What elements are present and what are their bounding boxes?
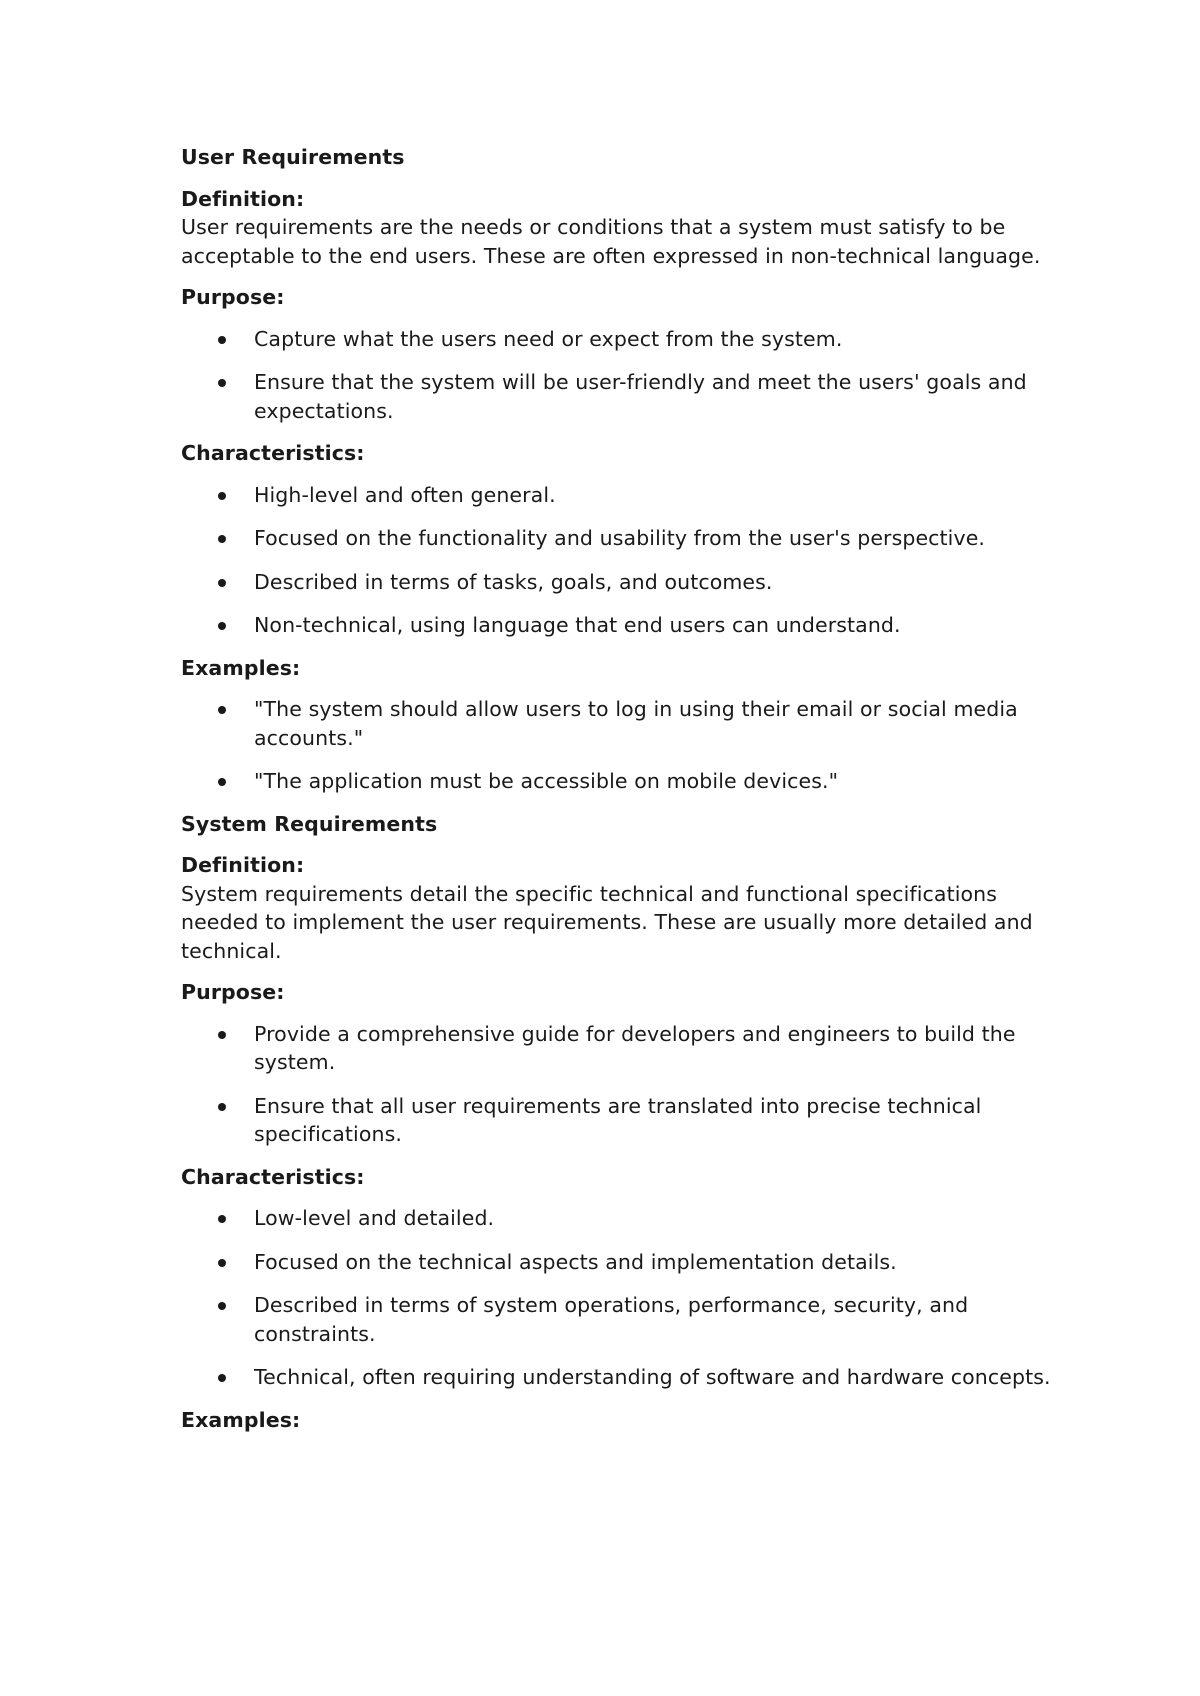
bullet-icon [218,1374,226,1382]
purpose-label: Purpose: [181,980,285,1004]
bullet-icon [218,379,226,387]
examples-list [181,695,1061,796]
list-item-text: Focused on the technical aspects and implementation details. [254,1249,897,1274]
list-item [181,695,1061,752]
bullet-icon [218,1302,226,1310]
list-item [181,1291,1061,1348]
bullet-icon [218,535,226,543]
list-item-text: "The application must be accessible on mobile devices." [254,769,839,793]
list-item [181,481,1061,510]
list-item [181,611,1061,640]
bullet-icon [218,492,226,500]
list-item [181,1204,1061,1233]
bullet-icon [218,622,226,630]
bullet-icon [218,706,226,714]
examples-label: Examples: [181,1407,301,1432]
list-item [181,1248,1061,1277]
list-item-text: Ensure that all user requirements are translated into precise technical specifications. [254,1093,982,1146]
bullet-icon [218,1031,226,1039]
section-title-user-requirements: User Requirements [181,145,405,169]
bullet-icon [218,1259,226,1267]
purpose-list [181,325,1061,426]
definition-label: Definition: [181,186,305,211]
bullet-icon [218,1215,226,1223]
list-item [181,1092,1061,1149]
list-item [181,524,1061,553]
list-item [181,325,1061,354]
list-item-text: Described in terms of system operations, performance, security, and constraints. [254,1293,969,1346]
bullet-icon [218,336,226,344]
definition-text: System requirements detail the specific technical and functional specifications needed to implement the user requirements. These are usually more detailed and technical. [181,881,1033,963]
section-title-system-requirements: System Requirements [181,811,438,836]
purpose-label: Purpose: [181,285,285,309]
purpose-list [181,1020,1061,1149]
characteristics-label: Characteristics: [181,1164,365,1189]
list-item [181,767,1061,796]
list-item-text: Non-technical, using language that end users can understand. [254,613,901,637]
list-item-text: Capture what the users need or expect from the system. [254,326,843,351]
characteristics-list [181,1204,1061,1392]
list-item-text: Technical, often requiring understanding of software and hardware concepts. [254,1365,1051,1389]
definition-text: User requirements are the needs or conditions that a system must satisfy to be acceptable to the end users. These are often expressed in non-technical language. [181,215,1041,268]
list-item-text: Provide a comprehensive guide for developers and engineers to build the system. [254,1021,1016,1074]
list-item [181,1020,1061,1077]
bullet-icon [218,579,226,587]
characteristics-label: Characteristics: [181,441,365,465]
document-content [181,143,1061,1434]
list-item-text: Low-level and detailed. [254,1206,495,1230]
list-item [181,568,1061,597]
characteristics-list [181,481,1061,640]
list-item-text: High-level and often general. [254,482,556,507]
bullet-icon [218,1103,226,1111]
list-item-text: Described in terms of tasks, goals, and outcomes. [254,569,773,594]
definition-label: Definition: [181,853,305,877]
list-item-text: "The system should allow users to log in using their email or social media accounts." [254,697,1018,750]
list-item [181,1363,1061,1392]
examples-label: Examples: [181,655,301,680]
bullet-icon [218,778,226,786]
list-item-text: Focused on the functionality and usability from the user's perspective. [254,526,986,550]
list-item [181,368,1061,425]
list-item-text: Ensure that the system will be user-friendly and meet the users' goals and expectations. [254,370,1027,423]
